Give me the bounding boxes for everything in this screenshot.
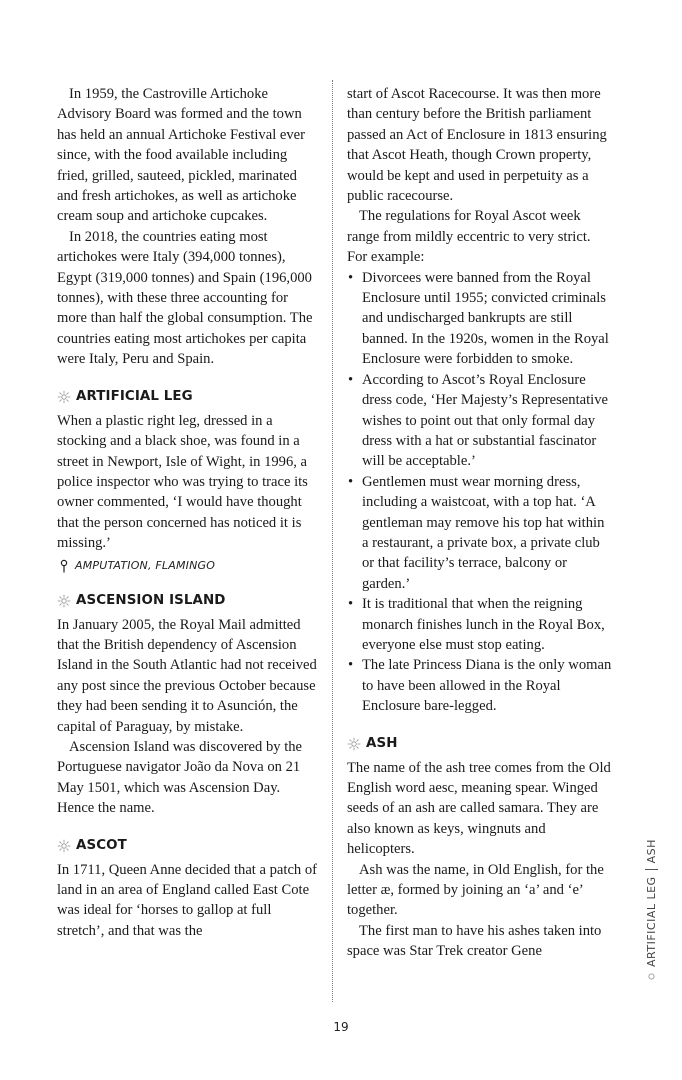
sunburst-icon (57, 390, 71, 404)
dot-icon (648, 973, 655, 980)
list-item: • It is traditional that when the reigning monarch finishes lunch in the Royal Box, everyone else must stop eating. (347, 594, 612, 655)
page-number: 19 (333, 1020, 349, 1034)
running-head-right: ASH (645, 839, 658, 864)
sunburst-icon (57, 594, 71, 608)
running-head-separator (645, 869, 658, 870)
sunburst-icon (347, 737, 361, 751)
ascot-paragraph-1: In 1711, Queen Anne decided that a patch of land in an area of England called East Cote was ideal for ‘horses to gallop at full stretch’, and that was the (57, 861, 318, 939)
right-column (347, 84, 612, 962)
running-head-left: ARTIFICIAL LEG (645, 876, 658, 967)
heading-label: ARTIFICIAL LEG (76, 388, 193, 404)
running-head (645, 839, 658, 980)
entry-heading-ascot (57, 838, 321, 854)
ash-paragraph-1: The name of the ash tree comes from the Old English word aesc, meaning spear. Winged seeds of an ash are called samara. They are also known as keys, wingnuts and helicopters. (347, 759, 611, 858)
pin-icon (59, 559, 69, 573)
ascension-island-paragraph-1: In January 2005, the Royal Mail admitted that the British dependency of Ascension Island in the South Atlantic had not received any post since the previous October because they had been sending it to Asunción, the capital of Paraguay, by mistake. (57, 616, 317, 735)
artificial-leg-paragraph: When a plastic right leg, dressed in a stocking and a black shoe, was found in a street in Newport, Isle of Wight, in 1996, a police inspector who was trying to trace its owner commented, ‘I would have thought that the person concerned has noticed it is missing.’ (57, 412, 308, 552)
sunburst-icon (57, 839, 71, 853)
see-also-text: AMPUTATION, FLAMINGO (75, 558, 216, 572)
artichoke-paragraph-2: In 2018, the countries eating most artichokes were Italy (394,000 tonnes), Egypt (319,000 tonnes) and Spain (196,000 tonnes), with these three accounting for more than half the global consumption. The countries eating most artichokes per capita were Italy, Peru and Spain. (57, 228, 313, 368)
ascot-regulations-list (347, 268, 612, 717)
see-also (59, 558, 321, 574)
ascension-island-paragraph-2: Ascension Island was discovered by the Portuguese navigator João da Nova on 21 May 1501, which was Ascension Day. Hence the name. (57, 738, 303, 817)
entry-heading-ash (347, 736, 612, 752)
left-column (57, 84, 321, 941)
column-divider (332, 80, 333, 1002)
ascot-paragraph-continued: start of Ascot Racecourse. It was then more than century before the British parliament passed an Act of Enclosure in 1813 ensuring that Ascot Heath, though Crown property, would be kept and used in perpetuity as a public racecourse. (347, 86, 607, 205)
ash-paragraph-2: Ash was the name, in Old English, for the letter æ, formed by joining an ‘a’ and ‘e’ together. (347, 861, 604, 919)
heading-label: ASH (366, 735, 398, 751)
heading-label: ASCENSION ISLAND (76, 592, 226, 608)
heading-label: ASCOT (76, 837, 127, 853)
list-item: • According to Ascot’s Royal Enclosure dress code, ‘Her Majesty’s Representative wishes to point out that only formal day dress with a hat or substantial fascinator will be acceptable.’ (347, 370, 612, 472)
list-item: • The late Princess Diana is the only woman to have been allowed in the Royal Enclosure bare-legged. (347, 655, 612, 716)
ascot-paragraph-2: The regulations for Royal Ascot week range from mildly eccentric to very strict. For example: (347, 208, 591, 266)
artichoke-paragraph-1: In 1959, the Castroville Artichoke Advisory Board was formed and the town has held an annual Artichoke Festival ever since, with the food available including fried, grilled, sauteed, pickled, marinated and fresh artichokes, as well as artichoke cream soup and artichoke cupcakes. (57, 86, 306, 225)
list-item: • Divorcees were banned from the Royal Enclosure until 1955; convicted criminals and undischarged bankrupts are still banned. In the 1920s, women in the Royal Enclosure were forbidden to smoke. (347, 268, 612, 370)
ash-paragraph-3: The first man to have his ashes taken into space was Star Trek creator Gene (347, 922, 602, 960)
entry-heading-artificial-leg (57, 389, 321, 405)
entry-heading-ascension-island (57, 593, 321, 609)
list-item: • Gentlemen must wear morning dress, including a waistcoat, with a top hat. ‘A gentleman may remove his top hat within a restaurant, a private box, a private club or that facility’s terrace, balcony or garden.’ (347, 472, 612, 594)
